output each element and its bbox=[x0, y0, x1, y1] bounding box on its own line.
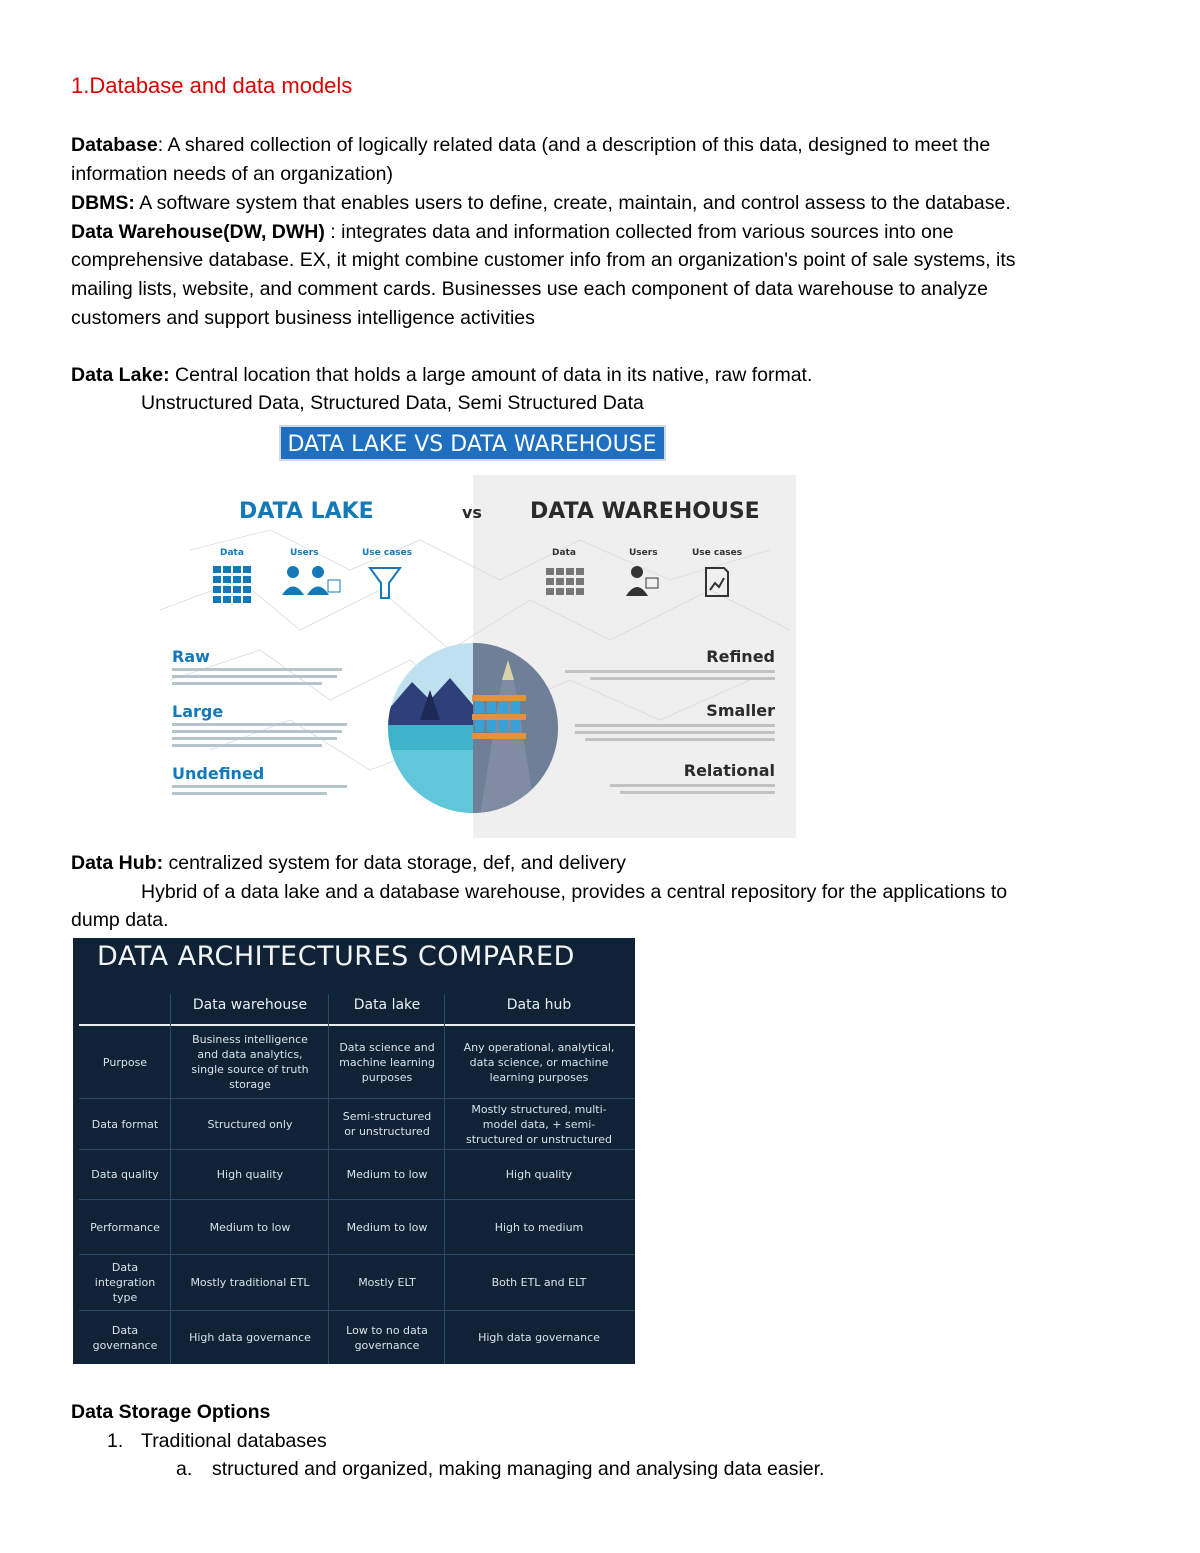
wh-point-smaller: Smaller bbox=[706, 701, 775, 720]
wh-point-refined: Refined bbox=[706, 647, 775, 666]
database-text: : A shared collection of logically related data (and a description of this data, designed to meet the bbox=[157, 134, 991, 156]
lake-raw-desc-lines bbox=[172, 668, 342, 685]
col-header-hub: Data hub bbox=[506, 996, 572, 1013]
row-label-purpose: Purpose bbox=[102, 1055, 148, 1069]
database-text-2: information needs of an organization) bbox=[71, 163, 393, 185]
hub-term: Data Hub: bbox=[71, 852, 164, 874]
hub-definition bbox=[71, 849, 626, 878]
table-cell: Mostly structured, multi-model data, + semi-structured or unstructured bbox=[466, 1102, 612, 1146]
table-cell: Medium to low bbox=[346, 1220, 428, 1234]
dw-definition bbox=[71, 218, 954, 247]
dbms-definition bbox=[71, 189, 1011, 218]
table-cell: High quality bbox=[505, 1168, 573, 1181]
lake-col-users: Users bbox=[290, 548, 319, 558]
storage-item-1: Traditional databases bbox=[141, 1430, 327, 1452]
table-cell: Business intelligence and data analytics, single source of truth storage bbox=[191, 1033, 309, 1091]
lake-term: Data Lake: bbox=[71, 364, 170, 386]
dw-text-3: mailing lists, website, and comment cards. Businesses use each component of data warehouse to analyze bbox=[71, 278, 988, 300]
table-cell: Mostly traditional ETL bbox=[190, 1276, 310, 1289]
table-cell: High data governance bbox=[189, 1331, 311, 1344]
lake-title: DATA LAKE bbox=[239, 499, 374, 524]
lake-col-usecases: Use cases bbox=[362, 548, 413, 558]
hub-subtext bbox=[141, 878, 1007, 907]
dw-text-2: comprehensive database. EX, it might combine customer info from an organization's point of sale systems, its bbox=[71, 249, 1016, 271]
banner-text: DATA LAKE VS DATA WAREHOUSE bbox=[287, 432, 657, 457]
lake-scene bbox=[388, 640, 473, 820]
heading-text: 1.Database and data models bbox=[71, 73, 353, 98]
dbms-text: A software system that enables users to define, create, maintain, and control assess to the database. bbox=[134, 192, 1011, 214]
col-header-warehouse: Data warehouse bbox=[192, 996, 308, 1013]
row-label-quality: Data quality bbox=[91, 1168, 159, 1181]
dw-term: Data Warehouse(DW, DWH) bbox=[71, 221, 325, 243]
table-cell: Data science and machine learning purposes bbox=[339, 1040, 435, 1084]
dw-definition-4 bbox=[71, 304, 535, 333]
dbms-term: DBMS: bbox=[71, 192, 135, 214]
storage-item-1a: structured and organized, making managing and analysing data easier. bbox=[212, 1458, 825, 1480]
database-term: Database bbox=[71, 134, 158, 156]
lake-subtypes-text: Unstructured Data, Structured Data, Semi Structured Data bbox=[141, 392, 644, 414]
storage-item-1-num: 1. bbox=[107, 1430, 124, 1452]
hub-subtext-1: Hybrid of a data lake and a database warehouse, provides a central repository for the applications to bbox=[141, 881, 1008, 903]
lake-funnel-icon bbox=[370, 568, 400, 598]
vs-label: vs bbox=[462, 503, 482, 522]
dw-text: : integrates data and information collected from various sources into one bbox=[324, 221, 954, 243]
table-cell: Medium to low bbox=[346, 1168, 428, 1181]
row-label-performance: Performance bbox=[90, 1220, 160, 1234]
wh-col-users: Users bbox=[629, 548, 658, 558]
col-header-lake: Data lake bbox=[353, 996, 421, 1013]
table-cell: Medium to low bbox=[209, 1220, 291, 1234]
wh-col-usecases: Use cases bbox=[692, 548, 743, 558]
dw-definition-2 bbox=[71, 246, 1016, 275]
wh-point-relational: Relational bbox=[683, 761, 775, 780]
row-label-governance: Data governance bbox=[92, 1323, 158, 1352]
table-cell: Both ETL and ELT bbox=[491, 1276, 587, 1289]
lake-col-data: Data bbox=[220, 548, 244, 558]
table-cell: Any operational, analytical, data science, or machine learning purposes bbox=[463, 1040, 615, 1084]
lake-large-desc-lines bbox=[172, 723, 347, 747]
lake-text: Central location that holds a large amount of data in its native, raw format. bbox=[169, 364, 813, 386]
lake-users-icon bbox=[282, 566, 340, 595]
table-cell: High quality bbox=[216, 1168, 284, 1181]
warehouse-title: DATA WAREHOUSE bbox=[530, 499, 760, 524]
hub-subtext-2: dump data. bbox=[71, 909, 169, 931]
row-label-format: Data format bbox=[91, 1117, 159, 1131]
lake-point-undefined: Undefined bbox=[172, 764, 265, 783]
hub-text: centralized system for data storage, def, and delivery bbox=[163, 852, 626, 874]
data-architectures-table bbox=[73, 938, 635, 1364]
wh-col-data: Data bbox=[552, 548, 576, 558]
storage-item-1a-letter: a. bbox=[176, 1458, 193, 1480]
wh-smaller-desc-lines bbox=[575, 724, 775, 741]
hub-subtext-cont bbox=[71, 906, 169, 935]
table-cell: High data governance bbox=[478, 1331, 600, 1344]
dw-text-4: customers and support business intelligence activities bbox=[71, 307, 535, 329]
data-lake-vs-warehouse-figure bbox=[150, 420, 800, 840]
table-title: DATA ARCHITECTURES COMPARED bbox=[97, 941, 575, 972]
database-definition bbox=[71, 131, 990, 160]
lake-subtypes bbox=[141, 389, 644, 418]
lake-definition bbox=[71, 361, 812, 390]
table-cell: Low to no data governance bbox=[346, 1323, 428, 1352]
lake-undefined-desc-lines bbox=[172, 785, 347, 795]
table-cell: Mostly ELT bbox=[358, 1276, 416, 1289]
dw-definition-3 bbox=[71, 275, 988, 304]
storage-heading: Data Storage Options bbox=[71, 1401, 271, 1423]
lake-point-raw: Raw bbox=[172, 647, 210, 666]
table-cell: Structured only bbox=[207, 1117, 293, 1131]
lake-point-large: Large bbox=[172, 702, 224, 721]
row-label-integration: Data integration type bbox=[94, 1261, 156, 1304]
table-cell: Semi-structured or unstructured bbox=[342, 1110, 432, 1138]
database-definition-cont bbox=[71, 160, 393, 189]
lake-figure-svg bbox=[150, 420, 800, 840]
table-cell: High to medium bbox=[494, 1220, 584, 1234]
page-heading bbox=[71, 73, 352, 99]
